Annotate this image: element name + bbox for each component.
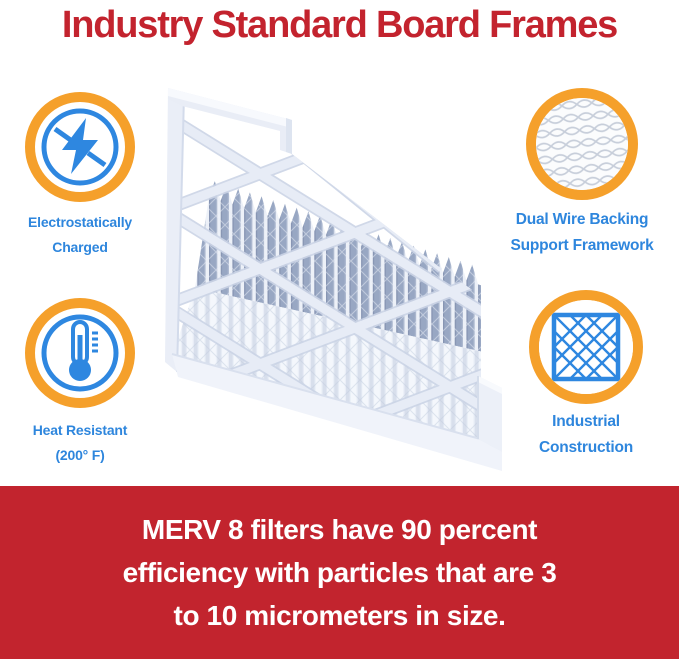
- feature-electrostatic: [4, 92, 156, 260]
- pleat-tips: [195, 181, 481, 352]
- feature-label: Industrial Construction: [538, 413, 634, 456]
- feature-industrial-construction: [502, 290, 670, 461]
- thermometer-icon: [35, 308, 125, 398]
- feature-dual-wire-backing: [500, 88, 664, 259]
- lightning-icon: [35, 102, 125, 192]
- orange-ring: [25, 298, 135, 408]
- orange-ring: [529, 290, 643, 404]
- pleat-media: [172, 288, 481, 440]
- feature-label: Heat Resistant (200° F): [32, 422, 128, 463]
- frame-right-channel: [478, 376, 502, 452]
- orange-ring: [25, 92, 135, 202]
- merv-rating-banner: [0, 486, 679, 659]
- feature-heat-resistant: [4, 298, 156, 468]
- orange-ring: [526, 88, 638, 200]
- feature-label: Dual Wire Backing Support Framework: [510, 211, 654, 254]
- lattice-grid-icon: [539, 300, 633, 394]
- frame-left-rail: [165, 88, 184, 372]
- banner-text-line: efficiency with particles that are 3: [122, 557, 557, 588]
- banner-text-line: to 10 micrometers in size.: [173, 600, 506, 631]
- frame-top-rail: [168, 88, 292, 154]
- page-title: Industry Standard Board Frames: [61, 4, 618, 46]
- wire-mesh-icon: [536, 98, 628, 190]
- frame-bottom-rail: [172, 354, 502, 471]
- feature-label: Electrostatically Charged: [28, 214, 132, 255]
- banner-text-line: MERV 8 filters have 90 percent: [141, 514, 538, 545]
